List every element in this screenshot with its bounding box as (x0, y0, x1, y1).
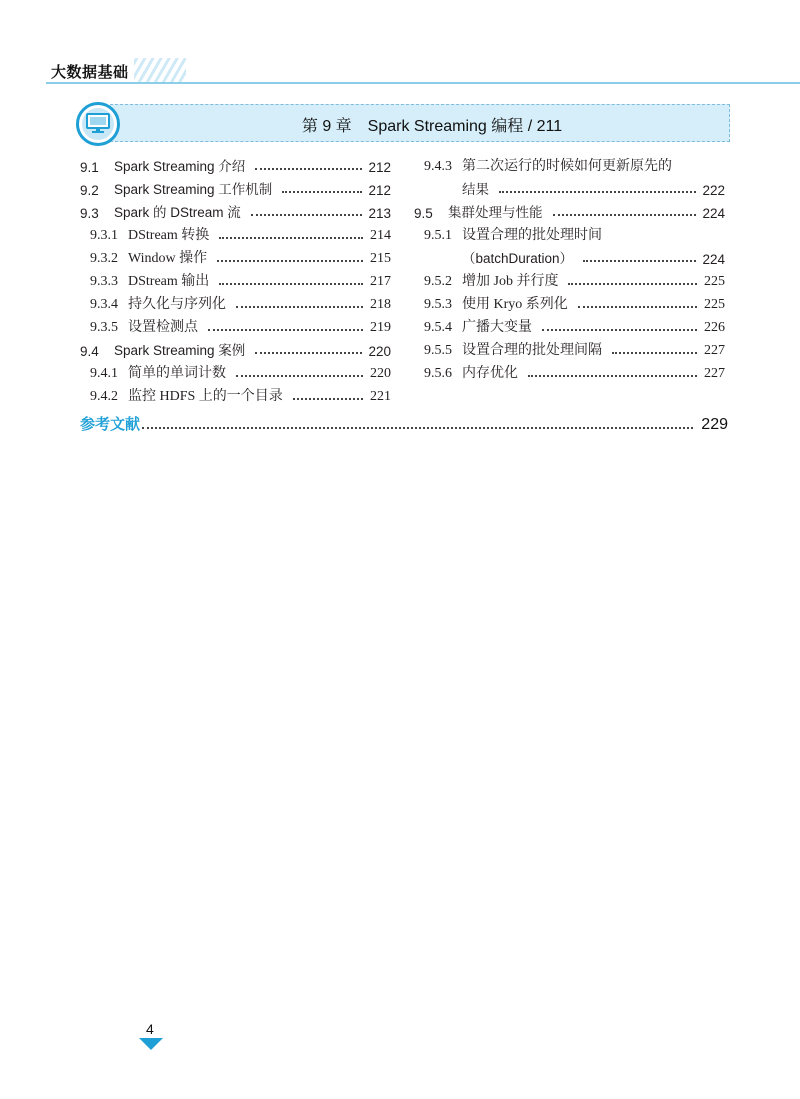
toc-entry-title: Window 操作 (128, 251, 208, 266)
toc-right-column (414, 152, 725, 382)
toc-entry[interactable] (80, 382, 391, 405)
toc-entry-page: 227 (704, 343, 725, 358)
toc-entry-page: 214 (370, 228, 391, 243)
dot-leader (282, 191, 362, 193)
toc-entry[interactable] (414, 313, 725, 336)
dot-leader (142, 427, 693, 429)
toc-entry-number: 9.2 (80, 183, 99, 198)
toc-entry-title: 设置合理的批处理间隔 (462, 343, 602, 358)
toc-entry[interactable] (414, 359, 725, 382)
toc-entry-number: 9.5.5 (424, 343, 452, 358)
toc-entry[interactable] (414, 336, 725, 359)
dot-leader (293, 398, 363, 400)
toc-entry[interactable] (414, 267, 725, 290)
toc-entry-page: 212 (368, 160, 391, 175)
toc-entry-title: DStream 输出 (128, 274, 210, 289)
toc-entry-title: 使用 Kryo 系列化 (462, 297, 568, 312)
toc-entry-page: 220 (368, 344, 391, 359)
toc-left-column (80, 152, 391, 405)
dot-leader (255, 352, 362, 354)
page-number: 4 (146, 1021, 154, 1037)
toc-entry-page: 225 (704, 297, 725, 312)
toc-entry-title: 监控 HDFS 上的一个目录 (128, 389, 283, 404)
toc-entry-number: 9.4.3 (424, 159, 452, 174)
toc-entry-page: 224 (702, 252, 725, 267)
book-title: 大数据基础 (51, 64, 129, 81)
dot-leader (578, 306, 697, 308)
dot-leader (553, 214, 697, 216)
toc-entry-number: 9.3.5 (90, 320, 118, 335)
toc-entry[interactable] (80, 152, 391, 175)
toc-entry-title: 广播大变量 (462, 320, 532, 335)
toc-entry-title: 持久化与序列化 (128, 297, 226, 312)
dot-leader (612, 352, 697, 354)
toc-entry[interactable] (80, 290, 391, 313)
references-entry[interactable] (80, 410, 728, 434)
toc-entry[interactable] (414, 175, 725, 198)
dot-leader (568, 283, 697, 285)
toc-entry-page: 212 (368, 183, 391, 198)
toc-entry-title: 第二次运行的时候如何更新原先的 (462, 159, 672, 174)
dot-leader (251, 214, 363, 216)
toc-entry-number: 9.3 (80, 206, 99, 221)
toc-entry-page: 218 (370, 297, 391, 312)
toc-entry-title: Spark Streaming 工作机制 (114, 182, 273, 197)
toc-entry-number: 9.5 (414, 206, 433, 221)
toc-entry[interactable] (414, 198, 725, 221)
references-page: 229 (701, 416, 728, 433)
toc-entry-page: 219 (370, 320, 391, 335)
toc-entry-title: 增加 Job 并行度 (462, 274, 559, 289)
toc-entry-number: 9.1 (80, 160, 99, 175)
toc-entry[interactable] (80, 336, 391, 359)
toc-entry-title: 结果 (462, 182, 489, 197)
toc-entry-number: 9.4.2 (90, 389, 118, 404)
toc-entry[interactable] (80, 175, 391, 198)
toc-entry[interactable] (414, 152, 725, 175)
header-divider (46, 82, 800, 84)
toc-entry-number: 9.3.2 (90, 251, 118, 266)
chapter-title[interactable]: 第 9 章 Spark Streaming 编程 / 211 (301, 118, 563, 135)
toc-entry-number: 9.5.1 (424, 228, 452, 243)
toc-entry-page: 221 (370, 389, 391, 404)
toc-entry-number: 9.3.1 (90, 228, 118, 243)
toc-entry-page: 220 (370, 366, 391, 381)
toc-entry[interactable] (414, 221, 725, 244)
toc-entry-title: 简单的单词计数 (128, 366, 226, 381)
toc-entry[interactable] (80, 359, 391, 382)
toc-entry[interactable] (80, 198, 391, 221)
chapter-banner (74, 104, 730, 142)
dot-leader (219, 283, 363, 285)
toc-entry-page: 225 (704, 274, 725, 289)
dot-leader (236, 306, 363, 308)
toc-entry-title: Spark 的 DStream 流 (114, 205, 241, 220)
toc-entry-page: 226 (704, 320, 725, 335)
toc-entry-page: 215 (370, 251, 391, 266)
dot-leader (217, 260, 363, 262)
computer-monitor-icon (76, 102, 120, 146)
toc-entry-title: 设置检测点 (128, 320, 198, 335)
toc-entry-page: 217 (370, 274, 391, 289)
toc-entry-page: 227 (704, 366, 725, 381)
dot-leader (583, 260, 696, 262)
toc-entry[interactable] (80, 244, 391, 267)
toc-entry-number: 9.5.3 (424, 297, 452, 312)
toc-entry-page: 224 (702, 206, 725, 221)
toc-entry-title: 集群处理与性能 (448, 205, 543, 220)
dot-leader (236, 375, 363, 377)
toc-entry-title: 设置合理的批处理时间 (462, 228, 602, 243)
references-title: 参考文献 (80, 416, 141, 433)
dot-leader (528, 375, 697, 377)
toc-entry[interactable] (80, 313, 391, 336)
toc-entry-page: 222 (702, 183, 725, 198)
page-arrow-icon (139, 1038, 163, 1050)
toc-entry-title: Spark Streaming 案例 (114, 343, 246, 358)
toc-entry[interactable] (414, 290, 725, 313)
toc-entry-number: 9.5.6 (424, 366, 452, 381)
toc-entry-number: 9.4 (80, 344, 99, 359)
toc-entry-number: 9.5.4 (424, 320, 452, 335)
toc-entry-number: 9.3.4 (90, 297, 118, 312)
dot-leader (542, 329, 697, 331)
dot-leader (219, 237, 363, 239)
toc-entry-number: 9.5.2 (424, 274, 452, 289)
dot-leader (208, 329, 363, 331)
toc-entry[interactable] (80, 267, 391, 290)
toc-entry[interactable] (414, 244, 725, 267)
toc-entry-page: 213 (368, 206, 391, 221)
toc-entry-number: 9.4.1 (90, 366, 118, 381)
toc-entry[interactable] (80, 221, 391, 244)
toc-entry-number: 9.3.3 (90, 274, 118, 289)
toc-entry-title: DStream 转换 (128, 228, 210, 243)
dot-leader (499, 191, 696, 193)
book-header (0, 58, 800, 84)
toc-entry-title: 内存优化 (462, 366, 518, 381)
toc-entry-title: （batchDuration） (462, 251, 574, 266)
toc-entry-title: Spark Streaming 介绍 (114, 159, 246, 174)
dot-leader (255, 168, 362, 170)
